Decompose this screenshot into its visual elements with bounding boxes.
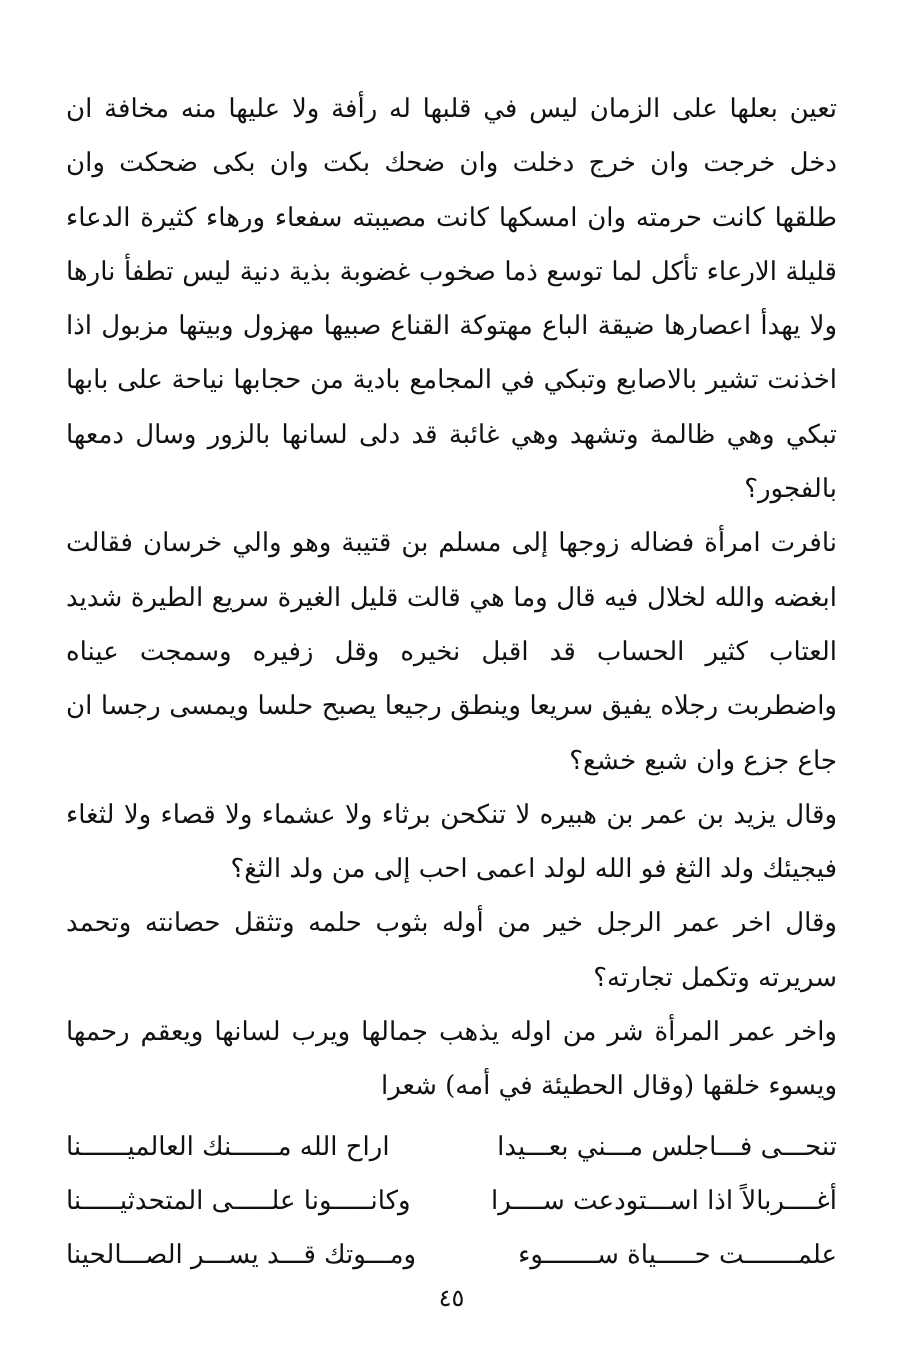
page-number: ٤٥ [438, 1284, 465, 1312]
paragraph-yazid-saying: وقال يزيد بن عمر بن هبيره لا تنكحن برثاء ولا عشماء ولا قصاء ولا لثغاء فيجيئك ولد الثغ فو الله لولد اعمى احب إلى من ولد الثغ؟ [66, 799, 837, 885]
poem-verse [66, 1174, 837, 1228]
paragraph-man-age-saying: وقال اخر عمر الرجل خير من أوله بثوب حلمه وتثقل حصانته وتحمد سريرته وتكمل تجارته؟ [66, 908, 837, 993]
poem-verse [66, 1120, 837, 1174]
prose-body [66, 82, 837, 1114]
verse-first-hemistich: علمـــــــت حـــــياة ســـــــوء [518, 1240, 837, 1271]
verse-second-hemistich: اراح الله مــــــنك العالميــــــنا [66, 1131, 390, 1162]
verse-first-hemistich: أغــــربالاً اذا اســـتودعت ســــرا [490, 1185, 837, 1216]
verse-second-hemistich: وكانـــــونا علـــــى المتحدثيـــــنا [66, 1185, 411, 1216]
poem [66, 1120, 837, 1283]
paragraph-woman-age-saying: واخر عمر المرأة شر من اوله يذهب جمالها ويرب لسانها ويعقم رحمها ويسوء خلقها (وقال الحطيئة في أمه) شعرا [66, 1017, 837, 1102]
verse-first-hemistich: تنحـــى فـــاجلس مـــني بعـــيدا [497, 1131, 837, 1162]
verse-second-hemistich: ومـــوتك قـــد يســـر الصـــالحينا [66, 1240, 417, 1271]
paragraph-fadala-complaint: نافرت امرأة فضاله زوجها إلى مسلم بن قتيبة وهو والي خرسان فقالت ابغضه والله لخلال فيه قال وما هي قالت قليل الغيرة سريع الطيرة شديد العتاب كثير الحساب قد اقبل نخيره وقل زفيره وسمجت عيناه واضطربت رجلاه يفيق سريعا وينطق رجيعا يصبح حلسا ويمسى رجسا ان جاع جزع وان شبع خشع؟ [66, 528, 837, 776]
poem-verse [66, 1228, 837, 1282]
paragraph-description-of-bad-wife: تعين بعلها على الزمان ليس في قلبها له رأفة ولا عليها منه مخافة ان دخل خرجت وان خرج دخلت وان ضحك بكت وان بكى ضحكت وان طلقها كانت حرمته وان امسكها كانت مصيبته سفعاء ورهاء كثيرة الدعاء قليلة الارعاء تأكل لما توسع ذما صخوب غضوبة بذية دنية ليس تطفأ نارها ولا يهدأ اعصارها ضيقة الباع مهتوكة القناع صبيها مهزول وبيتها مزبول اذا اخذنت تشير بالاصابع وتبكي في المجامع بادية من حجابها نياحة على بابها تبكي وهي ظالمة وتشهد وهي غائبة قد دلى لسانها بالزور وسال دمعها بالفجور؟ [66, 94, 837, 505]
